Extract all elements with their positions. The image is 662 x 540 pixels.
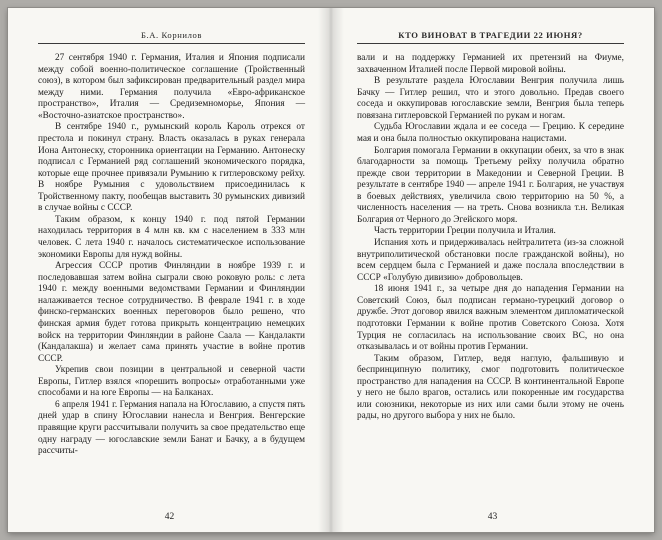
paragraph: Укрепив свои позиции в центральной и северной части Европы, Гитлер взялся «порешить вопросы» отработанными уже способами и на юге Европы — на Балканах. [38,365,305,399]
paragraph: Таким образом, Гитлер, ведя наглую, фальшивую и беспринципную политику, смог подготовить политическое пространство для нападения на СССР. В континентальной Европе у него не было врагов, остались или покоренные им государства или союзники, некоторые из них или сами были этому не очень рады, но другого выбора у них не было. [357,353,624,422]
page-number-right: 43 [487,512,498,522]
paragraph: Часть территории Греции получила и Италия. [374,226,556,237]
running-head-author: Б.А. Корнилов [140,30,203,40]
page-number-left: 42 [164,512,175,522]
running-head-title: КТО ВИНОВАТ В ТРАГЕДИИ 22 ИЮНЯ? [398,30,583,40]
paragraph: вали и на поддержку Германией их претензий на Фиуме, захваченном Италией после Первой мировой войны. [357,53,624,75]
page-left-text [38,53,305,458]
page-right-text [357,53,624,423]
paragraph: Агрессия СССР против Финляндии в ноябре 1939 г. и последовавшая затем война сыграли свою роковую роль: с лета 1940 г. между военными ведомствами Германии и Финляндии налаживается тесное сотрудничество. В феврале 1941 г. в ходе финско-германских военных переговоров было решено, что финская армия будет готова прикрыть концентрацию немецких войск на территории Финляндии в районе Саала — Кандалакти (Кандалакша) и желает сама принять участие в войне против СССР. [38,261,305,364]
paragraph: 27 сентября 1940 г. Германия, Италия и Япония подписали между собой военно-политическое соглашение (Тройственный союз), в котором был зафиксирован предварительный раздел мира между ними. Германия получила «Евро-африканское пространство», Италия — Средиземноморье, Япония — «Восточно-азиатское пространство». [38,53,305,121]
paragraph: Судьба Югославии ждала и ее соседа — Грецию. К середине мая и она была полностью оккупирована нацистами. [357,122,624,144]
paragraph: Болгария помогала Германии в оккупации обеих, за что в знак благодарности за помощь Третьему рейху получила обратно прежде свои территории в Македонии и Северной Греции. В результате в сентябре 1940 — апреле 1941 г. Болгария, не участвуя в боевых действиях, увеличила свою территорию на 50 %, а численность населения — на треть. Снова возникла т.н. Великая Болгария от Черного до Эгейского моря. [357,145,624,225]
paragraph: Испания хоть и придерживалась нейтралитета (из-за сложной внутриполитической обстановки после гражданской войны), но всем сердцем была с Германией и даже послала впоследствии в СССР «Голубую дивизию» добровольцев. [357,238,624,283]
page-right [331,8,654,532]
header-rule [357,43,624,44]
page-left [8,8,331,532]
paragraph: 6 апреля 1941 г. Германия напала на Югославию, а спустя пять дней удар в спину Югославии нанесла и Венгрия. Венгерские правящие круги рассчитывали получить за свое предательство еще одну награду — югославские земли Банат и Бачку, а в будущем рассчиты- [38,399,305,457]
paragraph: В результате раздела Югославии Венгрия получила лишь Бачку — Гитлер решил, что и этого довольно. Предав своего соседа и оккупировав югославские земли, Венгрия была теперь повязана гитлеровской Германией по рукам и ногам. [357,76,624,121]
paragraph: В сентябре 1940 г., румынский король Кароль отрекся от престола и покинул страну. Власть оказалась в руках генерала Иона Антонеску, сторонника ориентации на Германию. Антонеску подписал с Германией ряд соглашений экономического порядка, которые еще прочнее привязали Румынию к гитлеровскому рейху. В ноябре Румыния с удовольствием присоединилась к Тройственному пакту, пообещав выставить 30 румынских дивизий в случае войны с СССР. [38,122,305,214]
header-rule [38,43,305,44]
paragraph: Таким образом, к концу 1940 г. под пятой Германии находилась территория в 4 млн кв. км с населением в 333 млн человек. С лета 1940 г. началось систематическое использование экономики Европы для нужд войны. [38,214,305,260]
paragraph: 18 июня 1941 г., за четыре дня до нападения Германии на Советский Союз, был подписан германо-турецкий договор о дружбе. Этот договор явился важным элементом дипломатической подготовки Германии к войне против Советского Союза. Хотя Турция не согласилась на использование своих ВС, но она отказывалась и от войны против Германии. [357,284,624,353]
book-spread [8,8,654,532]
